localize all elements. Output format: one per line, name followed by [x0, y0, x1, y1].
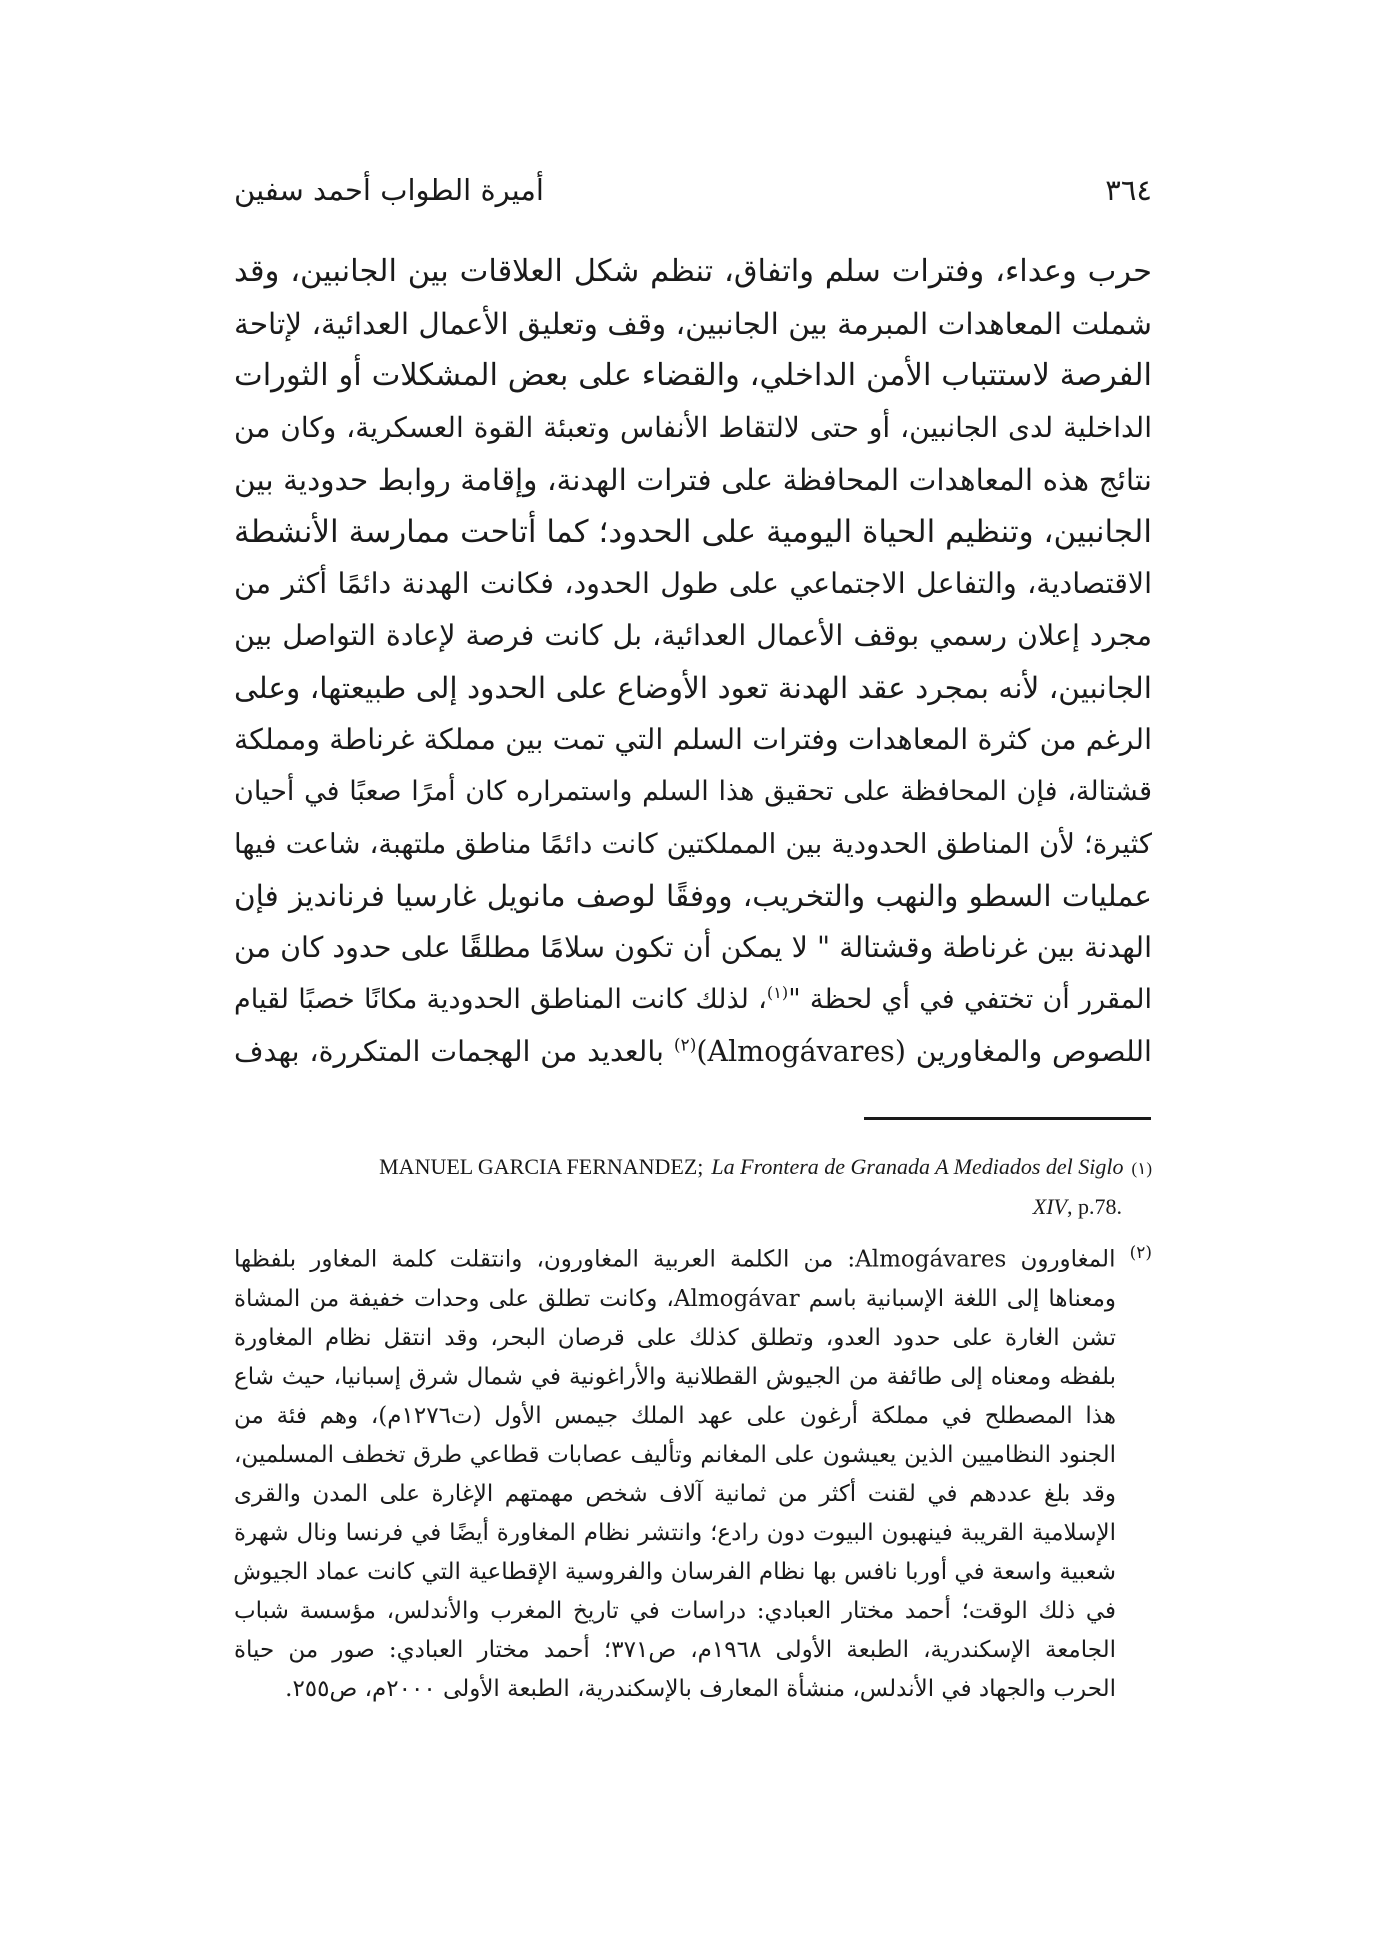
- footnote-separator: [864, 1117, 1151, 1120]
- footnote-2: [234, 1234, 1152, 1709]
- body-text-segment: بالعديد من الهجمات المتكررة، بهدف: [234, 1035, 674, 1068]
- footnote-title-continued: XIV: [1032, 1194, 1067, 1219]
- footnote-line: الحرب والجهاد في الأندلس، منشأة المعارف بالإسكندرية، الطبعة الأولى ٢٠٠٠م، ص٢٥٥.: [285, 1675, 1116, 1702]
- footnote-text-segment: ، وكانت تطلق على وحدات خفيفة من المشاة: [234, 1285, 674, 1312]
- footnote-text-segment: ومعناها إلى اللغة الإسبانية باسم: [799, 1285, 1116, 1312]
- body-line: الرغم من كثرة المعاهدات وفترات السلم التي تمت بين مملكة غرناطة ومملكة: [234, 723, 1152, 756]
- footnote-ref-2[interactable]: (٢): [673, 1035, 697, 1056]
- body-line: مجرد إعلان رسمي بوقف الأعمال العدائية، بل كانت فرصة لإعادة التواصل بين: [234, 619, 1152, 652]
- footnote-line: في ذلك الوقت؛ أحمد مختار العبادي: دراسات في تاريخ المغرب والأندلس، مؤسسة شباب: [234, 1597, 1116, 1624]
- body-text-segment: المقرر أن تختفي في أي لحظة ": [788, 984, 1152, 1015]
- body-line: نتائج هذه المعاهدات المحافظة على فترات الهدنة، وإقامة روابط حدودية بين: [234, 463, 1152, 497]
- body-line: قشتالة، فإن المحافظة على تحقيق هذا السلم واستمراره كان أمرًا صعبًا في أحيان: [234, 776, 1152, 807]
- running-header-author: أميرة الطواب أحمد سفين: [234, 173, 544, 207]
- body-line: الاقتصادية، والتفاعل الاجتماعي على طول الحدود، فكانت الهدنة دائمًا أكثر من: [234, 567, 1152, 600]
- body-text-segment: ، لذلك كانت المناطق الحدودية مكانًا خصبًا لقيام: [234, 984, 767, 1015]
- footnote-author: MANUEL GARCIA FERNANDEZ;: [379, 1154, 704, 1179]
- body-line: الجانبين، وتنظيم الحياة اليومية على الحدود؛ كما أتاحت ممارسة الأنشطة: [234, 514, 1152, 550]
- body-line: شملت المعاهدات المبرمة بين الجانبين، وقف وتعليق الأعمال العدائية، لإتاحة: [234, 307, 1152, 341]
- body-line: [234, 974, 1152, 1026]
- footnote-marker: (٢): [1129, 1243, 1153, 1263]
- footnote-ref-1[interactable]: (١): [766, 983, 789, 1002]
- body-text-segment: اللصوص والمغاورين (: [894, 1035, 1152, 1068]
- page-number: ٣٦٤: [1105, 173, 1152, 207]
- footnote-line: الجامعة الإسكندرية، الطبعة الأولى ١٩٦٨م، ص٣٧١؛ أحمد مختار العبادي: صور من حياة: [234, 1636, 1116, 1663]
- footnote-line: الجنود النظاميين الذين يعيشون على المغانم وتأليف عصابات قطاعي طرق تخطف المسلمين،: [234, 1441, 1116, 1468]
- body-line: عمليات السطو والنهب والتخريب، ووفقًا لوصف مانويل غارسيا فرنانديز فإن: [234, 879, 1152, 913]
- body-line: الجانبين، لأنه بمجرد عقد الهدنة تعود الأوضاع على الحدود إلى طبيعتها، وعلى: [234, 671, 1152, 705]
- body-line: كثيرة؛ لأن المناطق الحدودية بين المملكتين كانت دائمًا مناطق ملتهبة، شاعت فيها: [234, 828, 1152, 860]
- footnote-marker: (١): [1131, 1159, 1152, 1178]
- footnote-page: , p.78.: [1067, 1194, 1122, 1219]
- footnote-line: وقد بلغ عددهم في لقنت أكثر من ثمانية آلاف شخص مهمتهم الإغارة على المدن والقرى: [234, 1480, 1116, 1507]
- footnote-line: هذا المصطلح في مملكة أرغون على عهد الملك جيمس الأول (ت١٢٧٦م)، وهم فئة من: [234, 1402, 1116, 1429]
- latin-term: Almogávar: [673, 1285, 800, 1312]
- latin-term: Almogávares: [855, 1246, 1007, 1273]
- footnote-title: La Frontera de Granada A Mediados del Siglo: [711, 1154, 1124, 1179]
- body-line: حرب وعداء، وفترات سلم واتفاق، تنظم شكل العلاقات بين الجانبين، وقد: [234, 254, 1152, 289]
- latin-term: Almogávares: [707, 1035, 895, 1068]
- footnote-line: بلفظه ومعناه إلى طائفة من الجيوش القطلانية والأراغونية في شمال شرق إسبانيا، حيث شاع: [234, 1363, 1116, 1390]
- footnote-line: [234, 1234, 1152, 1280]
- body-line: الفرصة لاستتباب الأمن الداخلي، والقضاء على بعض المشكلات أو الثورات: [234, 358, 1152, 393]
- footnote-line: [234, 1280, 1152, 1319]
- body-line: الداخلية لدى الجانبين، أو حتى لالتقاط الأنفاس وتعبئة القوة العسكرية، وكان من: [234, 411, 1152, 444]
- body-text-segment: ): [696, 1035, 708, 1068]
- footnote-text-segment: المغاورون: [1006, 1246, 1116, 1273]
- footnote-line: تشن الغارة على حدود العدو، وتطلق كذلك على قرصان البحر، وقد انتقل نظام المغاورة: [234, 1324, 1116, 1351]
- body-line: [234, 1026, 1152, 1078]
- body-line: الهدنة بين غرناطة وقشتالة " لا يمكن أن تكون سلامًا مطلقًا على حدود كان من: [234, 931, 1152, 964]
- footnote-line: الإسلامية القريبة فينهبون البيوت دون رادع؛ وانتشر نظام المغاورة أيضًا في فرنسا ونال شهرة: [234, 1519, 1116, 1546]
- running-header: [234, 166, 1152, 214]
- footnote-text-segment: : من الكلمة العربية المغاورون، وانتقلت كلمة المغاور بلفظها: [234, 1246, 856, 1273]
- footnote-line: شعبية واسعة في أوربا نافس بها نظام الفرسان والفروسية الإقطاعية التي كانت عماد الجيوش: [233, 1558, 1116, 1585]
- body-text: [234, 246, 1152, 1078]
- footnote-1: [234, 1148, 1152, 1226]
